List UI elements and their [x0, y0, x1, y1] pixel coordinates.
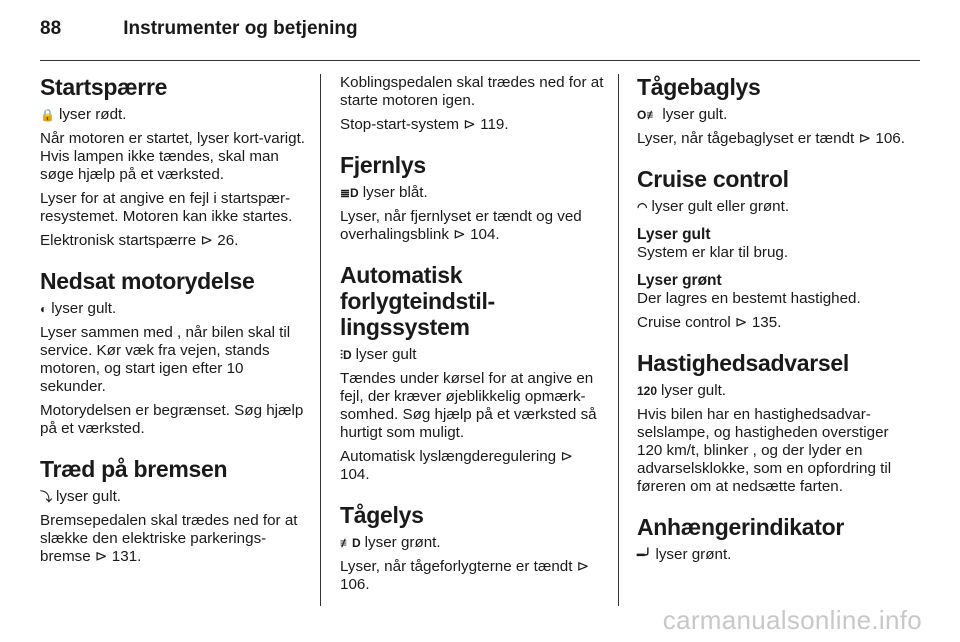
section-title: Anhængerindikator [637, 514, 845, 540]
paragraph: ⤵ lyser gult. [40, 488, 122, 505]
watermark: carmanualsonline.info [662, 605, 922, 635]
section-title: Træd på bremsen [40, 456, 228, 482]
section-title: Cruise control [637, 166, 789, 192]
section-title: Fjernlys [340, 152, 426, 178]
paragraph: ◠ lyser gult eller grønt. [637, 198, 790, 215]
paragraph: ━╯ lyser grønt. [637, 546, 732, 563]
front-fog-icon: ≢D [340, 536, 361, 550]
paragraph: 🔒 lyser rødt. [40, 106, 127, 123]
paragraph: Motorydelsen er begrænset. Søg hjælp på et værksted. [40, 402, 304, 437]
paragraph: ≢D lyser grønt. [340, 534, 441, 551]
column-divider [320, 74, 321, 606]
paragraph: Elektronisk startspærre ⊳ 26. [40, 232, 239, 249]
section-title: Tågebaglys [637, 74, 761, 100]
paragraph: Automatisk lyslængderegulering ⊳ 104. [340, 448, 574, 483]
paragraph: Der lagres en bestemt hastighed. [637, 290, 861, 307]
paragraph: Tændes under kørsel for at angive en fejl, der kræver øjeblikkelig opmærk-somhed. Søg hjælp på et værksted så hurtigt som muligt. [340, 370, 597, 441]
section-title: Hastighedsadvarsel [637, 350, 849, 376]
page-header [40, 18, 358, 40]
paragraph: Bremsepedalen skal trædes ned for at slække den elektriske parkerings-bremse ⊳ 131. [40, 512, 298, 565]
column-2 [340, 74, 605, 600]
subheading: Lyser grønt [637, 272, 722, 289]
paragraph: ⫶D lyser gult [340, 346, 417, 363]
subheading: Lyser gult [637, 226, 711, 243]
header-rule [40, 60, 920, 61]
column-divider [618, 74, 619, 606]
engine-power-icon: ◐ [40, 302, 48, 316]
trailer-icon: ━╯ [637, 548, 652, 562]
headlight-leveling-icon: ⫶D [340, 348, 352, 362]
paragraph: Lyser, når tågebaglyset er tændt ⊳ 106. [637, 130, 905, 147]
section-title: Nedsat motorydelse [40, 268, 255, 294]
paragraph: ≣D lyser blåt. [340, 184, 428, 201]
page-title: Instrumenter og betjening [123, 18, 358, 39]
speed-120-icon: 120 [637, 384, 658, 398]
paragraph: Stop-start-system ⊳ 119. [340, 116, 509, 133]
brake-pedal-icon: ⤵ [40, 490, 53, 504]
section-title: Startspærre [40, 74, 168, 100]
column-3 [637, 74, 905, 570]
column-1 [40, 74, 308, 572]
rear-fog-icon: O≢ [637, 108, 659, 122]
paragraph: O≢ lyser gult. [637, 106, 728, 123]
immobilizer-icon: 🔒 [40, 108, 55, 122]
section-title: Automatisk forlygteindstil-lingssystem [340, 262, 495, 340]
paragraph: Lyser, når fjernlyset er tændt og ved overhalingsblink ⊳ 104. [340, 208, 582, 243]
section-title: Tågelys [340, 502, 424, 528]
paragraph: Koblingspedalen skal trædes ned for at starte motoren igen. [340, 74, 604, 109]
page-number: 88 [40, 18, 62, 39]
cruise-control-icon: ◠ [637, 200, 648, 214]
paragraph: ◐ lyser gult. [40, 300, 117, 317]
paragraph: Lyser sammen med , når bilen skal til service. Kør væk fra vejen, stands motoren, og start igen efter 10 sekunder. [40, 324, 291, 395]
paragraph: Cruise control ⊳ 135. [637, 314, 782, 331]
paragraph: Lyser for at angive en fejl i startspær-resystemet. Motoren kan ikke startes. [40, 190, 293, 225]
paragraph: Hvis bilen har en hastighedsadvar-selslampe, og hastigheden overstiger 120 km/t, blinker , og der lyder en advarselsklokke, som en opfordring til føreren om at nedsætte farten. [637, 406, 892, 495]
high-beam-icon: ≣D [340, 186, 359, 200]
paragraph: 120 lyser gult. [637, 382, 727, 399]
paragraph: Når motoren er startet, lyser kort-varigt. Hvis lampen ikke tændes, skal man søge hjælp på et værksted. [40, 130, 306, 183]
paragraph: System er klar til brug. [637, 244, 789, 261]
paragraph: Lyser, når tågeforlygterne er tændt ⊳ 106. [340, 558, 590, 593]
